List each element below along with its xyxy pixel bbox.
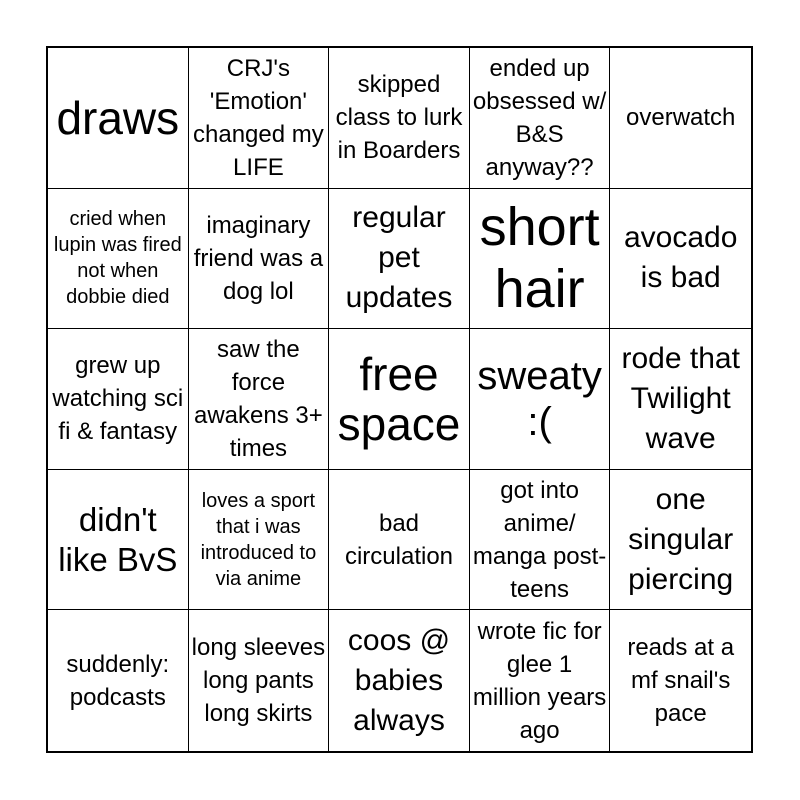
bingo-cell-r3c2[interactable] xyxy=(189,329,330,470)
bingo-cell-r5c4[interactable] xyxy=(470,610,611,751)
cell-label: CRJ's 'Emotion' changed my LIFE xyxy=(193,54,324,181)
cell-label: saw the force awakens 3+ times xyxy=(194,335,323,462)
cell-label: long sleeves long pants long skirts xyxy=(191,634,326,728)
cell-label: coos @ babies always xyxy=(347,623,451,737)
bingo-cell-r3c5[interactable] xyxy=(610,329,751,470)
bingo-cell-r1c1[interactable] xyxy=(48,48,189,189)
cell-label: skipped class to lurk in Boarders xyxy=(335,71,463,165)
cell-label: didn't like BvS xyxy=(58,500,178,578)
cell-label: sweaty :( xyxy=(477,353,602,444)
cell-label: short hair xyxy=(479,197,600,320)
bingo-cell-r3c4[interactable] xyxy=(470,329,611,470)
bingo-cell-r1c3[interactable] xyxy=(329,48,470,189)
bingo-cell-r5c1[interactable] xyxy=(48,610,189,751)
bingo-cell-r4c5[interactable] xyxy=(610,470,751,611)
bingo-cell-r2c4[interactable] xyxy=(470,189,611,330)
cell-label: loves a sport that i was introduced to via anime xyxy=(200,489,317,590)
bingo-cell-r4c2[interactable] xyxy=(189,470,330,611)
bingo-cell-r2c3[interactable] xyxy=(329,189,470,330)
bingo-cell-r2c1[interactable] xyxy=(48,189,189,330)
bingo-cell-r4c4[interactable] xyxy=(470,470,611,611)
cell-label: imaginary friend was a dog lol xyxy=(193,211,324,305)
bingo-cell-r4c3[interactable] xyxy=(329,470,470,611)
cell-label: suddenly: podcasts xyxy=(66,650,170,711)
bingo-cell-r1c2[interactable] xyxy=(189,48,330,189)
bingo-cell-r2c2[interactable] xyxy=(189,189,330,330)
bingo-cell-r3c3-free-space[interactable] xyxy=(329,329,470,470)
cell-label: ended up obsessed w/ B&S anyway?? xyxy=(472,54,607,181)
bingo-cell-r5c2[interactable] xyxy=(189,610,330,751)
cell-label: bad circulation xyxy=(344,509,454,570)
cell-label: regular pet updates xyxy=(345,201,453,315)
cell-label: rode that Twilight wave xyxy=(621,341,740,455)
bingo-cell-r5c3[interactable] xyxy=(329,610,470,751)
cell-label: free space xyxy=(337,347,461,450)
cell-label: draws xyxy=(56,91,180,144)
bingo-cell-r4c1[interactable] xyxy=(48,470,189,611)
bingo-cell-r1c4[interactable] xyxy=(470,48,611,189)
cell-label: one singular piercing xyxy=(628,482,734,596)
cell-label: grew up watching sci fi & fantasy xyxy=(52,352,184,446)
bingo-board xyxy=(46,46,753,753)
bingo-cell-r2c5[interactable] xyxy=(610,189,751,330)
bingo-cell-r5c5[interactable] xyxy=(610,610,751,751)
cell-label: cried when lupin was fired not when dobbie died xyxy=(53,208,182,309)
bingo-cell-r3c1[interactable] xyxy=(48,329,189,470)
bingo-cell-r1c5[interactable] xyxy=(610,48,751,189)
cell-label: reads at a mf snail's pace xyxy=(627,634,735,728)
cell-label: wrote fic for glee 1 million years ago xyxy=(472,617,607,744)
cell-label: avocado is bad xyxy=(623,221,738,295)
cell-label: got into anime/ manga post-teens xyxy=(472,476,607,603)
cell-label: overwatch xyxy=(626,104,736,132)
